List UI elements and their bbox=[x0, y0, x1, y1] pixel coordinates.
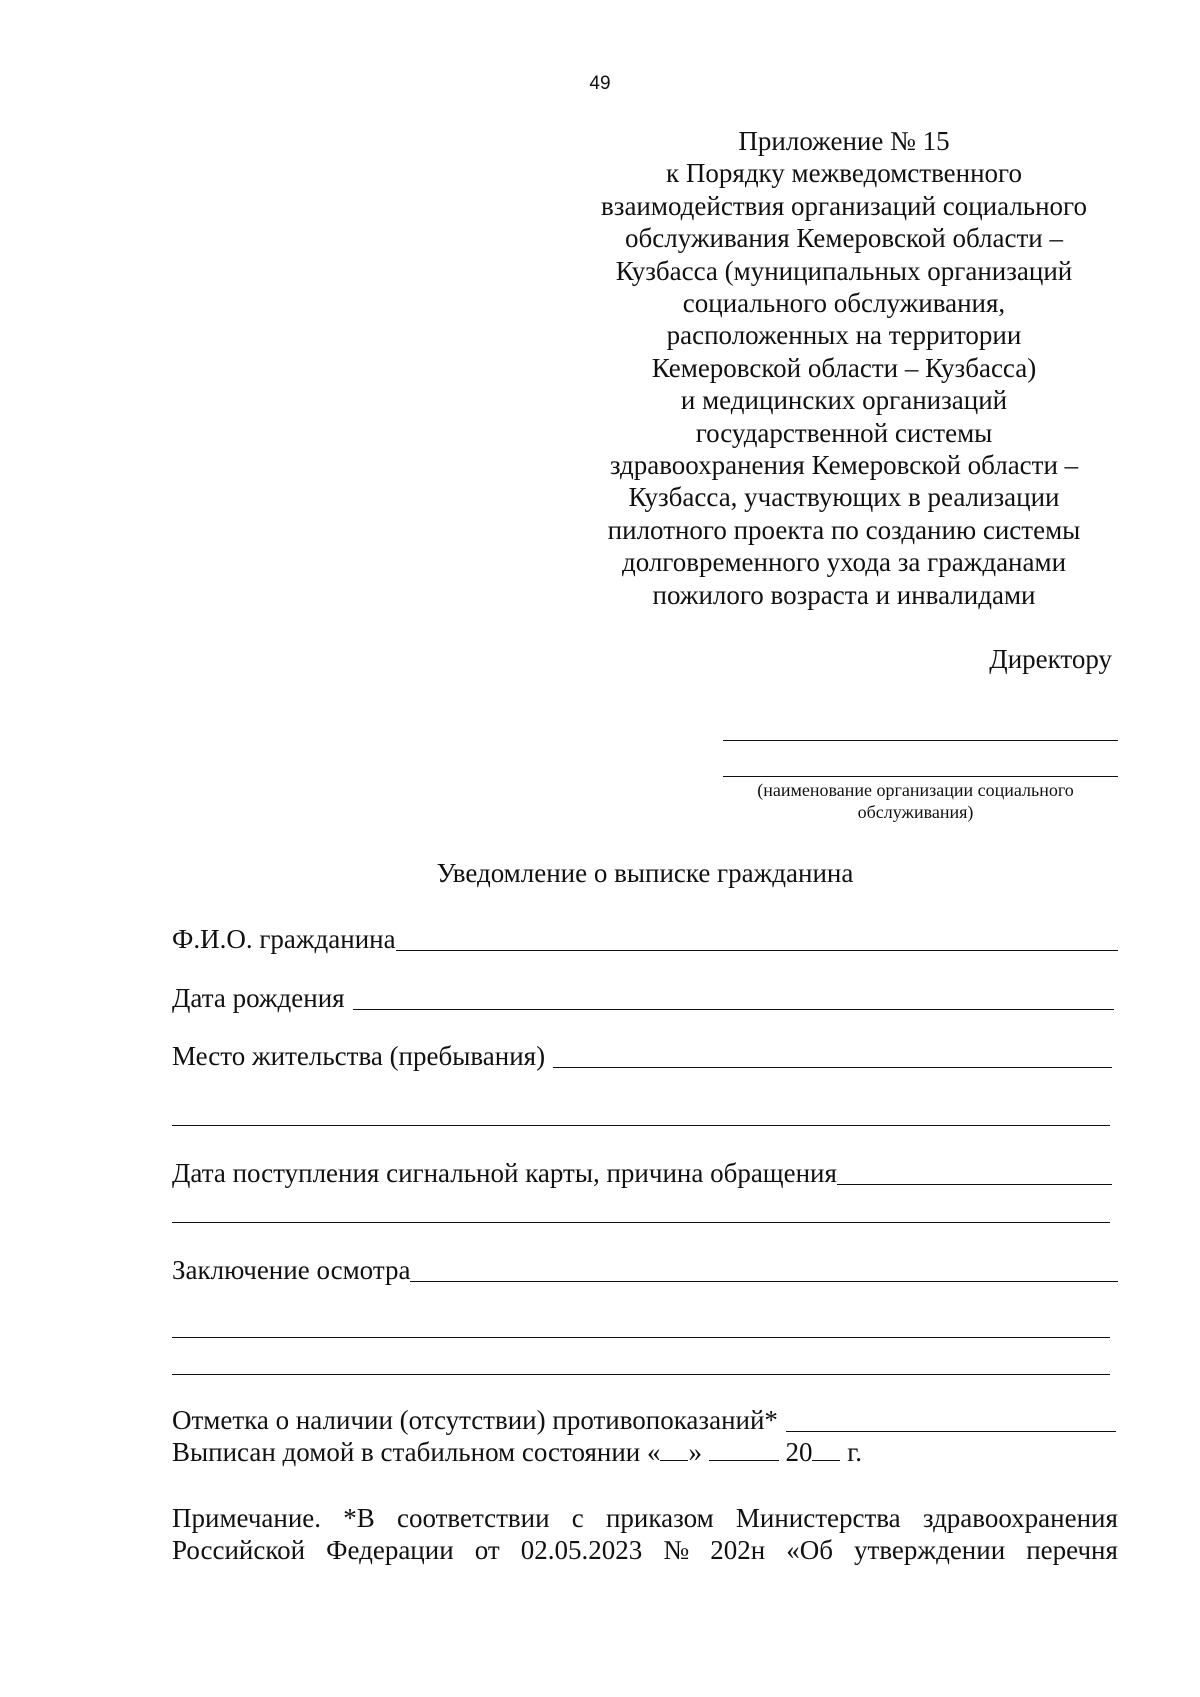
note-word: 202н bbox=[710, 1535, 766, 1565]
note-word: «Об bbox=[786, 1535, 833, 1565]
appendix-line: к Порядку межведомственного bbox=[666, 158, 1022, 189]
discharge-month-blank[interactable] bbox=[709, 1438, 779, 1461]
signal-card-label: Дата поступления сигнальной карты, причина обращения bbox=[172, 1158, 837, 1188]
appendix-line: Кузбасса, участвующих в реализации bbox=[628, 482, 1060, 513]
birth-date-input-line[interactable] bbox=[353, 985, 1114, 1010]
appendix-line: пожилого возраста и инвалидами bbox=[652, 579, 1036, 610]
note-word: от bbox=[474, 1535, 500, 1565]
addressee-name-line[interactable] bbox=[723, 740, 1118, 741]
appendix-line: социального обслуживания, bbox=[682, 288, 1006, 319]
discharge-year-suffix: г. bbox=[847, 1437, 863, 1467]
addressee: Директору bbox=[989, 644, 1112, 674]
signal-card-input-line[interactable] bbox=[837, 1160, 1112, 1185]
exam-conclusion-input-line[interactable] bbox=[410, 1257, 1118, 1282]
note-word: № bbox=[663, 1535, 690, 1565]
residence-continuation-line[interactable] bbox=[172, 1125, 1110, 1126]
note-word: Примечание. bbox=[172, 1503, 322, 1533]
form-title: Уведомление о выписке гражданина bbox=[436, 858, 854, 888]
note-word: Министерства bbox=[735, 1503, 901, 1533]
note-word: 02.05.2023 bbox=[520, 1535, 643, 1565]
organization-caption-line: обслуживания) bbox=[857, 802, 974, 822]
organization-name-line[interactable] bbox=[723, 776, 1118, 777]
note-word: Российской bbox=[172, 1535, 306, 1565]
appendix-line: обслуживания Кемеровской области – bbox=[625, 223, 1063, 254]
signal-card-continuation-line[interactable] bbox=[172, 1222, 1110, 1223]
exam-conclusion-label: Заключение осмотра bbox=[172, 1255, 411, 1285]
exam-conclusion-continuation-line-2[interactable] bbox=[172, 1374, 1110, 1375]
note-word: соответствии bbox=[397, 1503, 550, 1533]
note-word: Федерации bbox=[326, 1535, 454, 1565]
discharge-day-blank[interactable] bbox=[660, 1438, 688, 1461]
appendix-line: Приложение № 15 bbox=[738, 126, 950, 156]
appendix-line: взаимодействия организаций социального bbox=[601, 190, 1087, 221]
discharge-open-quote: « bbox=[646, 1437, 661, 1467]
birth-date-label: Дата рождения bbox=[172, 983, 345, 1013]
full-name-label: Ф.И.О. гражданина bbox=[172, 924, 396, 954]
appendix-line: и медицинских организаций bbox=[680, 385, 1008, 416]
birth-date-field bbox=[172, 982, 1114, 1014]
note-word: с bbox=[571, 1503, 584, 1533]
discharge-year-blank[interactable] bbox=[812, 1438, 840, 1461]
contraindications-label: Отметка о наличии (отсутствии) противопоказаний* bbox=[172, 1405, 778, 1435]
appendix-line: здравоохранения Кемеровской области – bbox=[609, 450, 1079, 481]
note-line-1 bbox=[172, 1502, 1118, 1534]
appendix-line: расположенных на территории bbox=[666, 320, 1022, 351]
appendix-header bbox=[583, 125, 1105, 611]
contraindications-input-line[interactable] bbox=[786, 1407, 1116, 1432]
signal-card-field bbox=[172, 1157, 1112, 1189]
appendix-line: Кузбасса (муниципальных организаций bbox=[615, 255, 1073, 286]
residence-field bbox=[172, 1040, 1112, 1072]
contraindications-field bbox=[172, 1404, 1116, 1436]
residence-input-line[interactable] bbox=[553, 1043, 1112, 1068]
discharge-label: Выписан домой в стабильном состоянии bbox=[172, 1437, 641, 1467]
exam-conclusion-field bbox=[172, 1254, 1118, 1286]
appendix-line: долговременного ухода за гражданами bbox=[621, 547, 1067, 578]
note-word: утверждении bbox=[854, 1535, 1006, 1565]
organization-caption bbox=[718, 779, 1113, 823]
appendix-line: Кемеровской области – Кузбасса) bbox=[651, 352, 1037, 383]
note-word: *В bbox=[343, 1503, 375, 1533]
note-word: перечня bbox=[1026, 1535, 1118, 1565]
organization-caption-line: (наименование организации социального bbox=[757, 780, 1074, 800]
note-word: приказом bbox=[605, 1503, 714, 1533]
full-name-input-line[interactable] bbox=[396, 926, 1118, 951]
page-number: 49 bbox=[589, 73, 611, 94]
full-name-field bbox=[172, 923, 1118, 955]
note-line-2 bbox=[172, 1534, 1118, 1566]
exam-conclusion-continuation-line-1[interactable] bbox=[172, 1337, 1110, 1338]
discharge-year-prefix: 20 bbox=[785, 1437, 813, 1467]
discharge-close-quote: » bbox=[688, 1437, 702, 1467]
note-paragraph bbox=[172, 1502, 1118, 1566]
residence-label: Место жительства (пребывания) bbox=[172, 1041, 546, 1071]
appendix-line: пилотного проекта по созданию системы bbox=[607, 514, 1081, 545]
note-word: здравоохранения bbox=[922, 1503, 1118, 1533]
appendix-line: государственной системы bbox=[695, 417, 993, 448]
discharge-date-line bbox=[172, 1436, 862, 1468]
